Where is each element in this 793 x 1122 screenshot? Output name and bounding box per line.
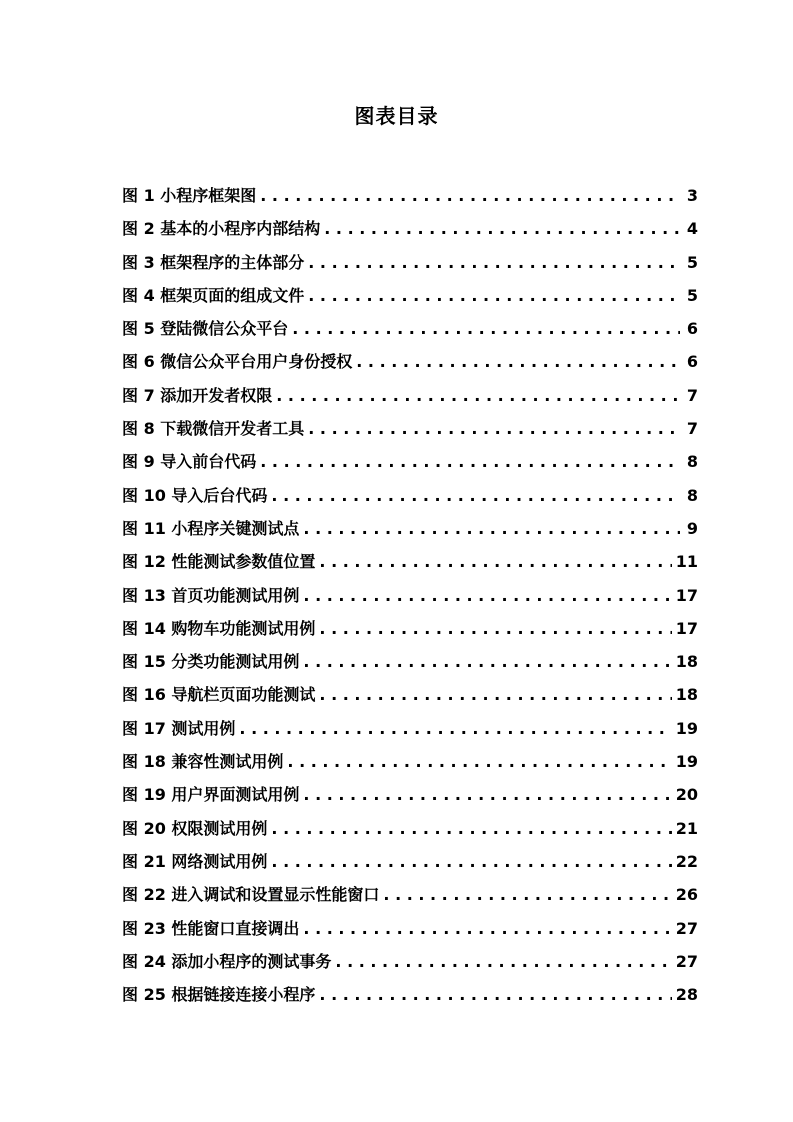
- toc-entry[interactable]: [122, 349, 698, 382]
- toc-dot-leader: [308, 286, 680, 305]
- toc-entry-page: 22: [675, 851, 698, 871]
- figure-index-list: [122, 183, 698, 1015]
- toc-dot-leader: [335, 952, 671, 971]
- toc-entry-page: 5: [686, 285, 698, 305]
- toc-entry[interactable]: [122, 583, 698, 616]
- toc-entry-page: 27: [675, 951, 698, 971]
- toc-entry-page: 27: [675, 918, 698, 938]
- toc-dot-leader: [260, 452, 680, 471]
- toc-dot-leader: [356, 352, 680, 371]
- toc-dot-leader: [319, 552, 671, 571]
- toc-entry-page: 26: [675, 885, 698, 905]
- toc-entry-label: 图 7 添加开发者权限: [122, 385, 273, 405]
- toc-entry-page: 17: [675, 585, 698, 605]
- toc-entry[interactable]: [122, 816, 698, 849]
- toc-entry-label: 图 13 首页功能测试用例: [122, 585, 300, 605]
- toc-entry-label: 图 20 权限测试用例: [122, 818, 268, 838]
- toc-entry-label: 图 10 导入后台代码: [122, 485, 268, 505]
- toc-entry-label: 图 23 性能窗口直接调出: [122, 918, 300, 938]
- toc-entry-label: 图 5 登陆微信公众平台: [122, 319, 289, 339]
- toc-entry-page: 20: [675, 785, 698, 805]
- toc-entry-label: 图 21 网络测试用例: [122, 851, 268, 871]
- toc-entry-page: 6: [686, 352, 698, 372]
- toc-entry-page: 9: [686, 518, 698, 538]
- toc-entry[interactable]: [122, 882, 698, 915]
- toc-dot-leader: [292, 319, 680, 338]
- toc-entry[interactable]: [122, 449, 698, 482]
- toc-entry-page: 17: [675, 618, 698, 638]
- toc-entry-label: 图 17 测试用例: [122, 718, 236, 738]
- toc-dot-leader: [271, 852, 671, 871]
- toc-entry-label: 图 19 用户界面测试用例: [122, 785, 300, 805]
- toc-entry[interactable]: [122, 283, 698, 316]
- toc-entry-page: 6: [686, 319, 698, 339]
- toc-entry-page: 19: [675, 718, 698, 738]
- toc-entry-label: 图 3 框架程序的主体部分: [122, 252, 305, 272]
- toc-entry-label: 图 6 微信公众平台用户身份授权: [122, 352, 353, 372]
- toc-entry[interactable]: [122, 649, 698, 682]
- toc-entry-page: 7: [686, 385, 698, 405]
- toc-entry-label: 图 24 添加小程序的测试事务: [122, 951, 332, 971]
- toc-dot-leader: [303, 652, 671, 671]
- toc-entry-page: 21: [675, 818, 698, 838]
- toc-entry[interactable]: [122, 982, 698, 1015]
- toc-entry[interactable]: [122, 549, 698, 582]
- toc-entry-label: 图 25 根据链接连接小程序: [122, 985, 316, 1005]
- toc-dot-leader: [271, 486, 680, 505]
- toc-entry-label: 图 1 小程序框架图: [122, 186, 257, 205]
- toc-entry[interactable]: [122, 949, 698, 982]
- toc-entry-label: 图 14 购物车功能测试用例: [122, 618, 316, 638]
- toc-entry-page: 11: [675, 552, 698, 572]
- toc-entry[interactable]: [122, 416, 698, 449]
- toc-entry-label: 图 15 分类功能测试用例: [122, 652, 300, 672]
- toc-entry-label: 图 2 基本的小程序内部结构: [122, 219, 321, 239]
- toc-dot-leader: [303, 919, 671, 938]
- toc-dot-leader: [260, 186, 680, 205]
- toc-entry[interactable]: [122, 616, 698, 649]
- toc-entry-page: 4: [686, 219, 698, 239]
- toc-entry-page: 7: [686, 419, 698, 439]
- toc-dot-leader: [303, 519, 680, 538]
- toc-entry-label: 图 4 框架页面的组成文件: [122, 285, 305, 305]
- toc-entry-label: 图 18 兼容性测试用例: [122, 752, 284, 772]
- toc-entry[interactable]: [122, 849, 698, 882]
- toc-entry-label: 图 22 进入调试和设置显示性能窗口: [122, 885, 380, 905]
- toc-dot-leader: [319, 985, 671, 1004]
- toc-entry-page: 28: [675, 985, 698, 1005]
- toc-entry[interactable]: [122, 216, 698, 249]
- toc-entry-page: 8: [686, 485, 698, 505]
- toc-entry[interactable]: [122, 516, 698, 549]
- toc-entry[interactable]: [122, 716, 698, 749]
- toc-entry-page: 18: [675, 685, 698, 705]
- toc-entry-label: 图 12 性能测试参数值位置: [122, 552, 316, 572]
- toc-entry-page: 19: [675, 752, 698, 772]
- toc-entry[interactable]: [122, 782, 698, 815]
- toc-entry-label: 图 16 导航栏页面功能测试: [122, 685, 316, 705]
- toc-dot-leader: [319, 619, 671, 638]
- toc-entry-label: 图 9 导入前台代码: [122, 452, 257, 472]
- toc-dot-leader: [319, 685, 671, 704]
- toc-dot-leader: [383, 885, 671, 904]
- toc-entry-page: 3: [686, 186, 698, 205]
- toc-entry[interactable]: [122, 316, 698, 349]
- toc-dot-leader: [324, 219, 680, 238]
- toc-entry-label: 图 8 下载微信开发者工具: [122, 419, 305, 439]
- toc-dot-leader: [308, 253, 680, 272]
- toc-dot-leader: [239, 719, 671, 738]
- toc-entry-page: 8: [686, 452, 698, 472]
- toc-dot-leader: [303, 586, 671, 605]
- toc-dot-leader: [303, 785, 671, 804]
- toc-entry[interactable]: [122, 682, 698, 715]
- toc-entry-page: 18: [675, 652, 698, 672]
- toc-entry[interactable]: [122, 383, 698, 416]
- toc-dot-leader: [271, 819, 671, 838]
- toc-dot-leader: [276, 386, 680, 405]
- toc-entry-page: 5: [686, 252, 698, 272]
- toc-entry[interactable]: [122, 183, 698, 216]
- toc-dot-leader: [287, 752, 671, 771]
- toc-entry[interactable]: [122, 483, 698, 516]
- toc-entry[interactable]: [122, 749, 698, 782]
- toc-entry[interactable]: [122, 916, 698, 949]
- toc-entry-label: 图 11 小程序关键测试点: [122, 518, 300, 538]
- toc-entry[interactable]: [122, 250, 698, 283]
- toc-dot-leader: [308, 419, 680, 438]
- page-title: 图表目录: [354, 104, 439, 128]
